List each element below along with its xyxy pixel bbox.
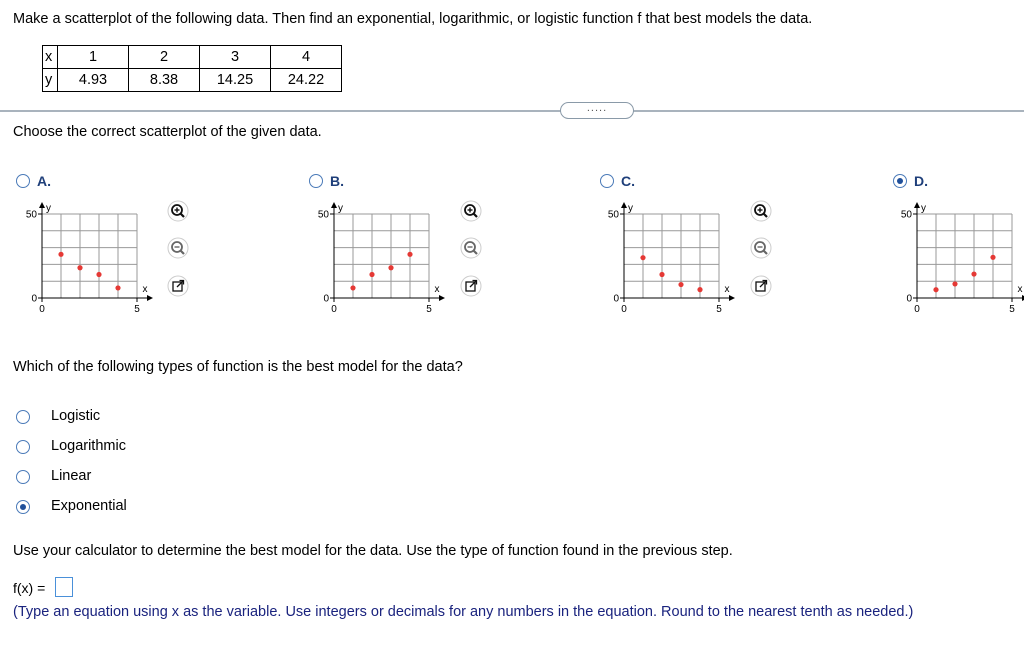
data-point <box>697 287 702 292</box>
option-a-label: A. <box>37 173 51 189</box>
radio-exponential[interactable] <box>16 500 30 514</box>
radio-logistic[interactable] <box>16 410 30 424</box>
choice-linear-label: Linear <box>51 468 92 484</box>
data-point <box>58 252 63 257</box>
x-value: 2 <box>129 46 200 69</box>
table-row-x <box>43 46 342 69</box>
x-tick-label: 5 <box>1009 304 1015 315</box>
y-axis-label: y <box>338 203 343 214</box>
y-tick-label: 0 <box>613 293 619 305</box>
data-point <box>115 285 120 290</box>
section-divider <box>0 110 1024 112</box>
zoom-in-icon[interactable] <box>750 200 772 222</box>
data-point <box>350 285 355 290</box>
y-value: 8.38 <box>129 69 200 92</box>
x-tick-label: 0 <box>39 304 45 315</box>
expand-icon[interactable] <box>167 275 189 297</box>
y-header: y <box>43 69 58 92</box>
table-row-y <box>43 69 342 92</box>
question-calculator: Use your calculator to determine the best model for the data. Use the type of function found in the previous step. <box>13 543 733 559</box>
data-point <box>96 272 101 277</box>
y-tick-label: 50 <box>607 209 619 221</box>
x-axis-label: x <box>434 284 440 295</box>
choice-exponential-label: Exponential <box>51 498 127 514</box>
scatterplot-d <box>897 198 1024 328</box>
option-b-label: B. <box>330 173 344 189</box>
radio-linear[interactable] <box>16 470 30 484</box>
radio-option-d[interactable] <box>893 174 907 188</box>
scatterplot-a <box>22 198 162 328</box>
y-axis-arrow <box>331 202 337 208</box>
expand-icon[interactable] <box>460 275 482 297</box>
x-value: 1 <box>58 46 129 69</box>
radio-logarithmic[interactable] <box>16 440 30 454</box>
zoom-in-icon[interactable] <box>460 200 482 222</box>
data-point <box>640 255 645 260</box>
answer-input[interactable] <box>55 577 73 597</box>
answer-hint: (Type an equation using x as the variable. Use integers or decimals for any numbers in the equation. Round to the nearest tenth as needed.) <box>13 604 914 620</box>
y-axis-arrow <box>621 202 627 208</box>
data-point <box>952 281 957 286</box>
expand-icon[interactable] <box>750 275 772 297</box>
y-tick-label: 0 <box>906 293 912 305</box>
y-value: 14.25 <box>200 69 271 92</box>
scatterplot-b <box>314 198 454 328</box>
scatterplot-c <box>604 198 744 328</box>
data-point <box>678 282 683 287</box>
y-axis-label: y <box>921 203 926 214</box>
x-tick-label: 0 <box>331 304 337 315</box>
x-axis-label: x <box>724 284 730 295</box>
answer-prefix: f(x) = <box>13 580 46 596</box>
x-tick-label: 0 <box>621 304 627 315</box>
problem-prompt: Make a scatterplot of the following data. Then find an exponential, logarithmic, or logistic function f that best models the data. <box>13 11 813 27</box>
zoom-out-icon[interactable] <box>167 237 189 259</box>
data-point <box>659 272 664 277</box>
y-tick-label: 50 <box>317 209 329 221</box>
data-point <box>77 265 82 270</box>
data-point <box>933 287 938 292</box>
data-point <box>407 252 412 257</box>
data-point <box>369 272 374 277</box>
data-point <box>990 255 995 260</box>
y-value: 24.22 <box>271 69 342 92</box>
option-d-label: D. <box>914 173 928 189</box>
y-axis-arrow <box>914 202 920 208</box>
x-axis-arrow <box>439 295 445 301</box>
y-axis-label: y <box>46 203 51 214</box>
x-tick-label: 5 <box>426 304 432 315</box>
x-value: 3 <box>200 46 271 69</box>
y-value: 4.93 <box>58 69 129 92</box>
question-scatterplot: Choose the correct scatterplot of the given data. <box>13 124 322 140</box>
data-point <box>971 271 976 276</box>
x-axis-label: x <box>142 284 148 295</box>
x-axis-arrow <box>147 295 153 301</box>
choice-logistic-label: Logistic <box>51 408 101 424</box>
radio-option-a[interactable] <box>16 174 30 188</box>
y-tick-label: 50 <box>25 209 37 221</box>
y-axis-label: y <box>628 203 633 214</box>
zoom-in-icon[interactable] <box>167 200 189 222</box>
data-point <box>388 265 393 270</box>
zoom-out-icon[interactable] <box>750 237 772 259</box>
y-tick-label: 0 <box>323 293 329 305</box>
y-tick-label: 50 <box>900 209 912 221</box>
choice-logarithmic-label: Logarithmic <box>51 438 126 454</box>
x-axis-label: x <box>1017 284 1023 295</box>
expand-more-button[interactable]: ..... <box>560 102 634 119</box>
x-tick-label: 5 <box>716 304 722 315</box>
x-tick-label: 5 <box>134 304 140 315</box>
x-axis-arrow <box>729 295 735 301</box>
question-model-type: Which of the following types of function is the best model for the data? <box>13 359 463 375</box>
x-tick-label: 0 <box>914 304 920 315</box>
data-table <box>42 45 342 92</box>
x-header: x <box>43 46 58 69</box>
y-axis-arrow <box>39 202 45 208</box>
option-c-label: C. <box>621 173 635 189</box>
zoom-out-icon[interactable] <box>460 237 482 259</box>
radio-option-b[interactable] <box>309 174 323 188</box>
x-value: 4 <box>271 46 342 69</box>
radio-option-c[interactable] <box>600 174 614 188</box>
y-tick-label: 0 <box>31 293 37 305</box>
